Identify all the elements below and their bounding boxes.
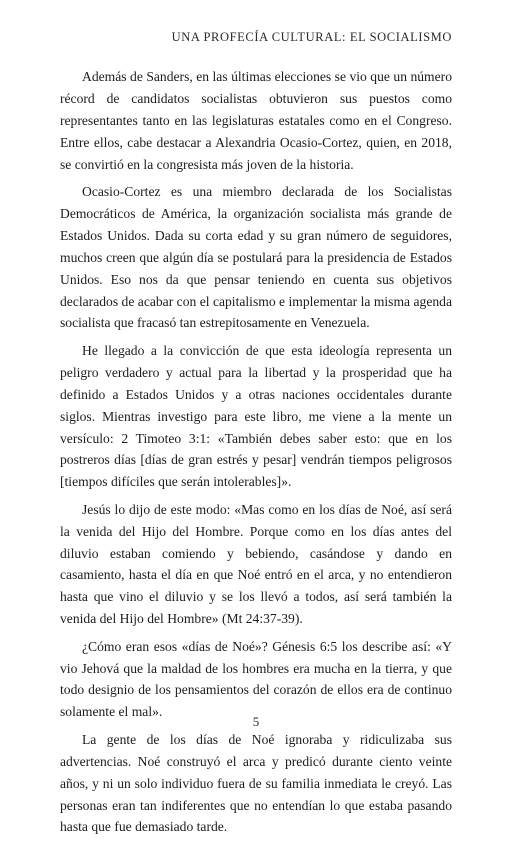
paragraph-genesis: ¿Cómo eran esos «días de Noé»? Génesis 6:5 los describe así: «Y vio Jehová que la maldad de los hombres era mucha en la tierra, y que todo designio de los pensamientos del corazón de ellos era de continuo solamente el mal». xyxy=(60,638,452,720)
paragraph-ocasio-cortez: Ocasio-Cortez es una miembro declarada de los Socialistas Democráticos de América, la organización socialista más grande de Estados Unidos. Dada su corta edad y su gran número de seguidores, muchos creen que algún día se postulará para la presidencia de Estados Unidos. Eso nos da que pensar teniendo en cuenta sus objetivos declarados de acabar con el capitalismo e implementar la misma agenda socialista que fracasó tan estrepitosamente en Venezuela. xyxy=(60,184,452,331)
running-header: UNA PROFECÍA CULTURAL: EL SOCIALISMO xyxy=(171,30,452,44)
paragraph-noe-people: La gente de los días de Noé ignoraba y ridiculizaba sus advertencias. Noé construyó el arca y predicó durante ciento veinte años, y ni un solo individuo fuera de su familia inmediata le creyó. Las personas eran tan indiferentes que no entendían lo que estaba pasando hasta que fue demasiado tarde. xyxy=(60,731,452,835)
paragraph-jesus-quote: Jesús lo dijo de este modo: «Mas como en los días de Noé, así será la venida del Hijo del Hombre. Porque como en los días antes del diluvio estaban comiendo y bebiendo, casándose y dando en casamiento, hasta el día en que Noé entró en el arca, y no entendieron hasta que vino el diluvio y se los llevó a todos, así será también la venida del Hijo del Hombre» (Mt 24:37-39). xyxy=(60,501,452,627)
paragraph-ideology: He llegado a la convicción de que esta ideología representa un peligro verdadero y actual para la libertad y la prosperidad que ha definido a Estados Unidos y a otras naciones occidentales durante siglos. Mientras investigo para este libro, me viene a la mente un versículo: 2 Timoteo 3:1: «También debes saber esto: que en los postreros días [días de gran estrés y pesar] vendrán tiempos peligrosos [tiempos difíciles que serán intolerables]». xyxy=(60,342,452,490)
page-number: 5 xyxy=(252,714,260,729)
paragraph-sanders: Además de Sanders, en las últimas elecciones se vio que un número récord de candidatos socialistas obtuvieron sus puestos como representantes tanto en las legislaturas estatales como en el Congreso. Entre ellos, cabe destacar a Alexandria Ocasio-Cortez, quien, en 2018, se convirtió en la congresista más joven de la historia. xyxy=(60,69,452,172)
